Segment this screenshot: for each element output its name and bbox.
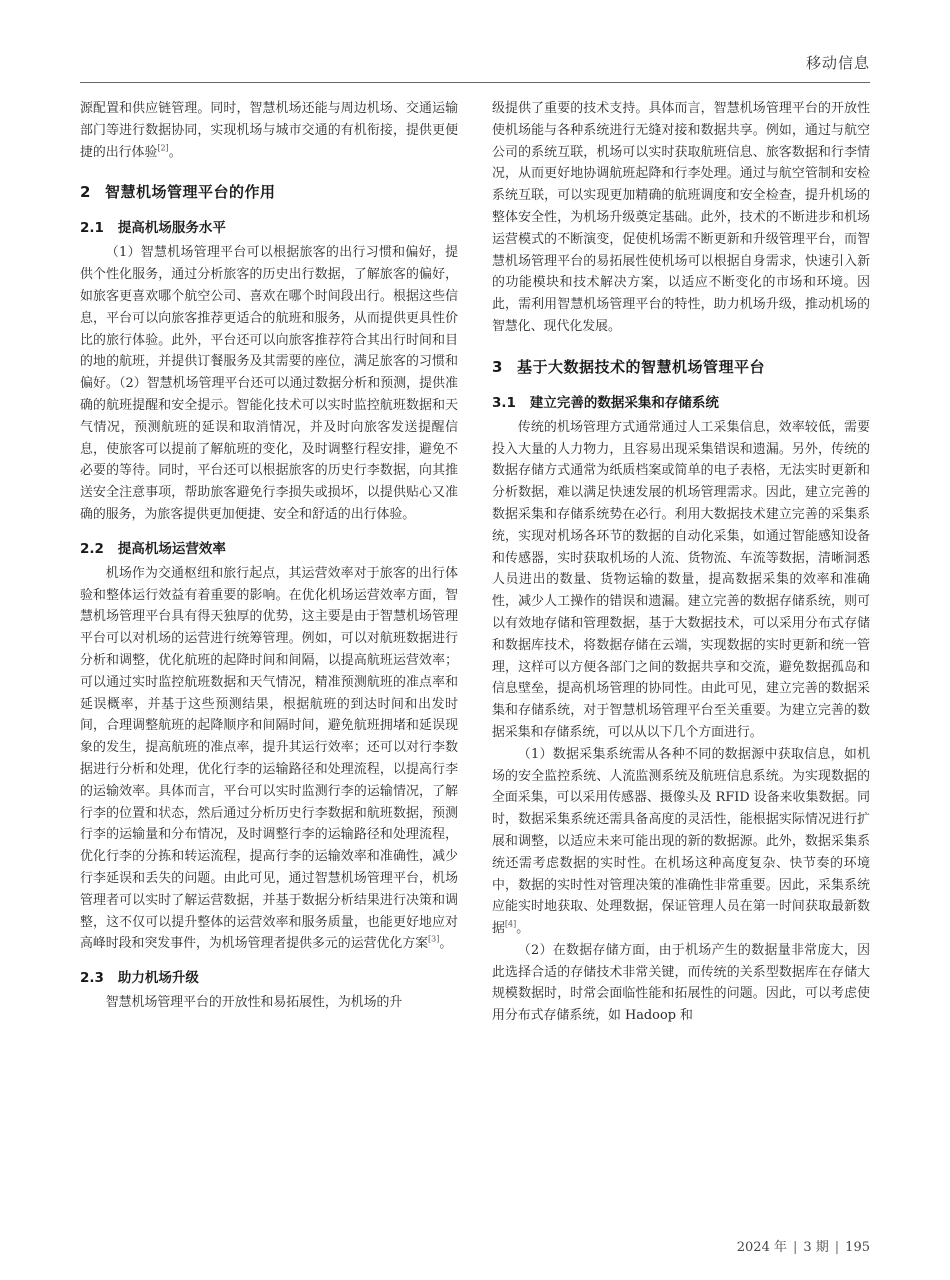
- paragraph-2-1: （1）智慧机场管理平台可以根据旅客的出行习惯和偏好，提供个性化服务，通过分析旅客的历史出行数据，了解旅客的偏好，如旅客更喜欢哪个航空公司、喜欢在哪个时间段出行。根据这些信息，平台可以向旅客推荐更适合的航班和服务，从而提供更具性价比的旅行体验。此外，平台还可以向旅客推荐符合其出行时间和目的地的航班，并提供订餐服务及其需要的座位，满足旅客的习惯和偏好。（2）智慧机场管理平台还可以通过数据分析和预测，提供准确的航班提醒和安全提示。智能化技术可以实时监控航班数据和天气情况，预测航班的延误和取消情况，并及时向旅客发送提醒信息，使旅客可以提前了解航班的变化，及时调整行程安排，避免不必要的等待。同时，平台还可以根据旅客的历史行李数据，向其推送安全注意事项，帮助旅客避免行李损失或损坏，以提供贴心又准确的服务，为旅客提供更加便捷、安全和舒适的出行体验。: [80, 245, 458, 522]
- citation-ref: [3]: [428, 935, 440, 944]
- paragraph-text: 机场作为交通枢纽和旅行起点，其运营效率对于旅客的出行体验和整体运行效益有着重要的影响。在优化机场运营效率方面，智慧机场管理平台具有得天独厚的优势，这主要是由于智慧机场管理平台可以对机场的运营进行统筹管理。例如，可以对航班数据进行分析和调整，优化航班的起降时间和间隔，以提高航班运营效率；可以通过实时监控航班数据和天气情况，精准预测航班的准点率和延误概率，并基于这些预测结果，根据航班的到达时间和出发时间，合理调整航班的起降顺序和间隔时间，避免航班拥堵和延误现象的发生，提高航班的准点率，提升其运行效率；还可以对行李数据进行分析和处理，优化行李的运输路径和处理流程，以提高行李的运输效率。具体而言，平台可以实时监测行李的运输情况，了解行李的位置和状态，然后通过分析历史行李数据和航班数据，预测行李的运输量和分布情况，及时调整行李的运输路径和处理流程，优化行李的分拣和转运流程，提高行李的运输效率和准确性，减少行李延误和丢失的问题。由此可见，通过智慧机场管理平台，机场管理者可以实时了解运营数据，并基于数据分析结果进行决策和调整，这不仅可以提升整体的运营效率和服务质量，也能更好地应对高峰时段和突发事件，为机场管理者提供多元的运营优化方案: [80, 565, 458, 952]
- footer-page-number: 195: [845, 1240, 870, 1255]
- section-heading-3: [492, 356, 870, 377]
- page-footer: [737, 1236, 870, 1255]
- citation-ref: [4]: [504, 919, 517, 929]
- paragraph-continuation: 级提供了重要的技术支持。具体而言，智慧机场管理平台的开放性使机场能与各种系统进行无缝对接和数据共享。例如，通过与航空公司的系统互联，机场可以实时获取航班信息、旅客数据和行李情况，从而更好地协调航班起降和行李处理。通过与航空管制和安检系统互联，可以实现更加精确的航班调度和安全检查，提升机场的整体安全性，为机场升级奠定基础。此外，技术的不断进步和机场运营模式的不断演变，促使机场需不断更新和升级管理平台，而智慧机场管理平台的易拓展性使机场可以根据自身需求，快速引入新的功能模块和技术解决方案，以适应不断变化的市场和环境。因此，需利用智慧机场管理平台的特性，助力机场升级，推动机场的智慧化、现代化发展。: [492, 101, 870, 334]
- period: 。: [168, 144, 182, 160]
- subsection-number: 2.2: [80, 540, 104, 557]
- subsection-heading-3-1: [492, 391, 870, 411]
- subsection-heading-2-2: [80, 537, 458, 557]
- journal-header-title: 移动信息: [805, 54, 870, 72]
- footer-separator: |: [834, 1240, 840, 1255]
- paragraph-continuation: [80, 98, 458, 163]
- section-heading-2: [80, 181, 458, 202]
- footer-issue: 3 期: [803, 1240, 829, 1255]
- paragraph-3-1-item-1: [492, 744, 870, 940]
- citation-ref: [2]: [157, 143, 169, 153]
- paragraph-text: 源配置和供应链管理。同时，智慧机场还能与周边机场、交通运输部门等进行数据协同，实现机场与城市交通的有机衔接，提供更便捷的出行体验: [80, 101, 458, 160]
- section-title: 智慧机场管理平台的作用: [104, 183, 276, 202]
- header-divider: [80, 82, 870, 83]
- subsection-number: 2.1: [80, 220, 104, 237]
- subsection-title: 助力机场升级: [117, 970, 199, 987]
- paragraph-2-2: [80, 563, 458, 955]
- period: 。: [516, 921, 530, 937]
- subsection-number: 3.1: [492, 394, 516, 411]
- subsection-heading-2-3: [80, 966, 458, 986]
- section-number: 2: [80, 183, 91, 202]
- left-column: [80, 98, 458, 1218]
- right-column: [492, 98, 870, 1218]
- period: 。: [439, 936, 453, 952]
- footer-separator: |: [792, 1240, 798, 1255]
- subsection-title: 建立完善的数据采集和存储系统: [529, 394, 719, 411]
- paragraph-2-3: 智慧机场管理平台的开放性和易拓展性，为机场的升: [105, 995, 403, 1011]
- section-number: 3: [492, 357, 503, 376]
- paragraph-3-1: 传统的机场管理方式通常通过人工采集信息，效率较低，需要投入大量的人力物力，且容易出现采集错误和遗漏。另外，传统的数据存储方式通常为纸质档案或简单的电子表格，无法实时更新和分析数据，难以满足快速发展的机场管理需求。因此，建立完善的数据采集和存储系统势在必行。利用大数据技术建立完善的采集系统，实现对机场各环节的数据的自动化采集，如通过智能感知设备和传感器，实时获取机场的人流、货物流、车流等数据，清晰洞悉人员进出的数量、货物运输的数量，提高数据采集的效率和准确性，减少人工操作的错误和遗漏。建立完善的数据存储系统，则可以有效地存储和管理数据，基于大数据技术，可以采用分布式存储和数据库技术，将数据存储在云端，实现数据的实时更新和统一管理，这样可以方便各部门之间的数据共享和交流，避免数据孤岛和信息壁垒，提高机场管理的协同性。由此可见，建立完善的数据采集和存储系统，对于智慧机场管理平台至关重要。为建立完善的数据采集和存储系统，可以从以下几个方面进行。: [492, 419, 870, 740]
- section-title: 基于大数据技术的智慧机场管理平台: [516, 357, 765, 376]
- subsection-title: 提高机场运营效率: [117, 540, 226, 557]
- paragraph-text: （1）数据采集系统需从各种不同的数据源中获取信息，如机场的安全监控系统、人流监测系统及航班信息系统。为实现数据的全面采集，可以采用传感器、摄像头及 RFID 设备来收集数据。同时，数据采集系统还需具备高度的灵活性，能根据实际情况进行扩展和调整，以适应未来可能出现的新的数据源。此外，数据采集系统还需考虑数据的实时性。在机场这种高度复杂、快节奏的环境中，数据的实时性对管理决策的准确性非常重要。因此，采集系统应能实时地获取、处理数据，保证管理人员在第一时间获取最新数据: [492, 746, 870, 937]
- subsection-heading-2-1: [80, 216, 458, 236]
- subsection-title: 提高机场服务水平: [117, 220, 226, 237]
- footer-year: 2024 年: [736, 1240, 787, 1255]
- subsection-number: 2.3: [80, 970, 104, 987]
- paragraph-3-1-item-2: （2）在数据存储方面，由于机场产生的数据量非常庞大，因此选择合适的存储技术非常关键，而传统的关系型数据库在存储大规模数据时，时常会面临性能和拓展性的问题。因此，可以考虑使用分布式存储系统，如 Hadoop 和: [492, 942, 870, 1024]
